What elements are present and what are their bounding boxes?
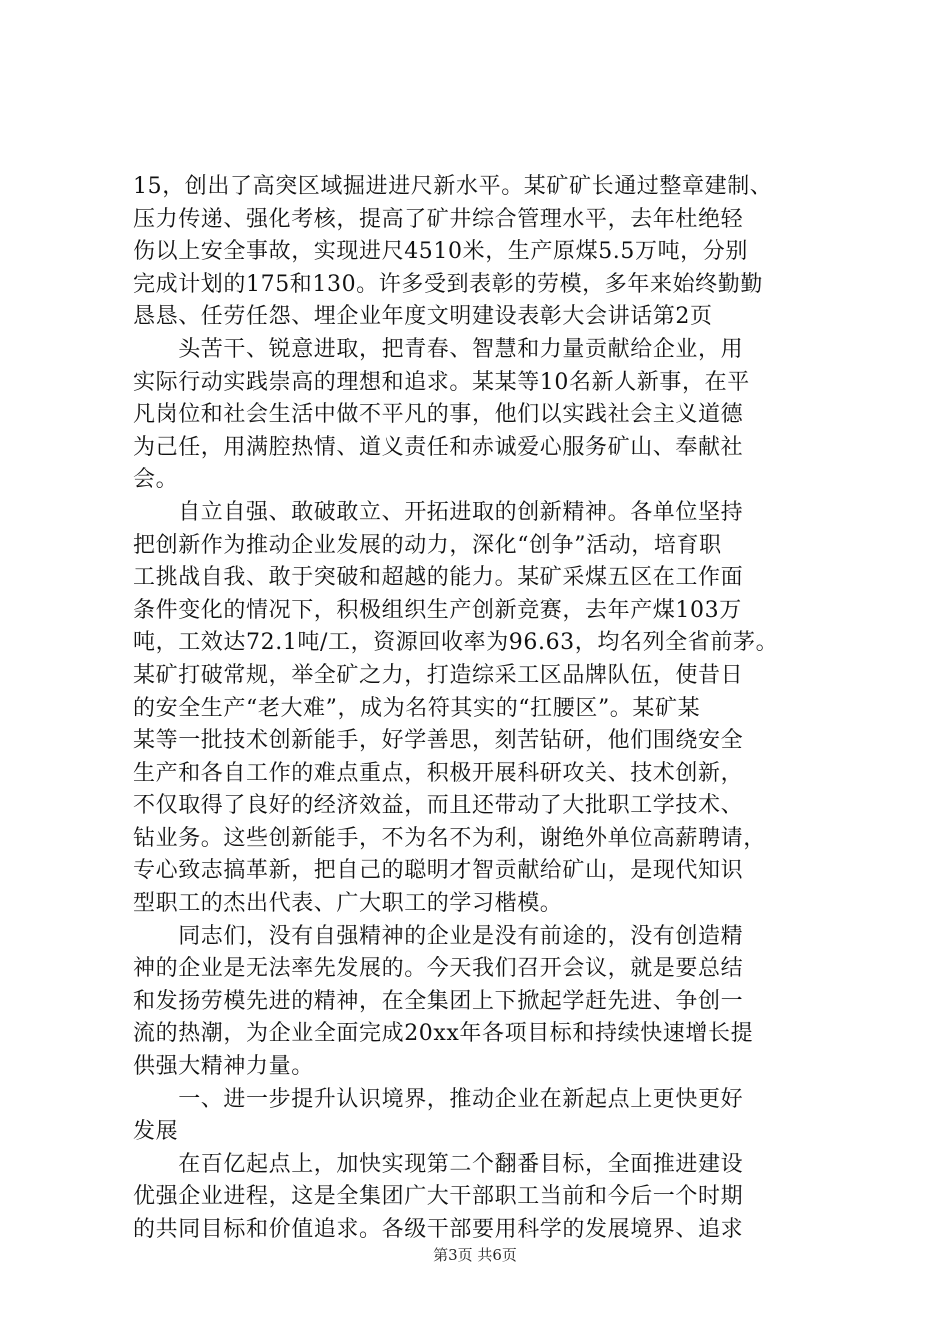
text-line: 伤以上安全事故，实现进尺4510米，生产原煤5.5万吨，分别 (133, 239, 748, 265)
text-line: 流的热潮，为企业全面完成20xx年各项目标和持续快速增长提 (133, 1021, 754, 1047)
text-line: 自立自强、敢破敢立、开拓进取的创新精神。各单位坚持 (133, 499, 744, 525)
text-line: 神的企业是无法率先发展的。今天我们召开会议，就是要总结 (133, 956, 744, 982)
text-line: 不仅取得了良好的经济效益，而且还带动了大批职工学技术、 (133, 793, 744, 819)
text-line: 同志们，没有自强精神的企业是没有前途的，没有创造精 (133, 923, 744, 949)
text-line: 和发扬劳模先进的精神，在全集团上下掀起学赶先进、争创一 (133, 988, 744, 1014)
text-line: 工挑战自我、敢于突破和超越的能力。某矿采煤五区在工作面 (133, 565, 744, 591)
text-line: 把创新作为推动企业发展的动力，深化“创争”活动，培育职 (133, 532, 722, 558)
text-line: 吨，工效达72.1吨/工，资源回收率为96.63，均名列全省前茅。 (133, 630, 779, 656)
text-line: 型职工的杰出代表、广大职工的学习楷模。 (133, 891, 563, 917)
text-line: 优强企业进程，这是全集团广大干部职工当前和今后一个时期 (133, 1184, 744, 1210)
text-line: 为己任，用满腔热情、道义责任和赤诚爱心服务矿山、奉献社 (133, 434, 744, 460)
text-line: 的安全生产“老大难”，成为名符其实的“扛腰区”。某矿某 (133, 695, 701, 721)
text-line: 钻业务。这些创新能手，不为名不为利，谢绝外单位高薪聘请， (133, 825, 766, 851)
text-line: 在百亿起点上，加快实现第二个翻番目标，全面推进建设 (133, 1151, 744, 1177)
text-line: 条件变化的情况下，积极组织生产创新竞赛，去年产煤103万 (133, 597, 742, 623)
text-line: 一、进一步提升认识境界，推动企业在新起点上更快更好 (133, 1086, 744, 1112)
text-line: 会。 (133, 467, 179, 493)
text-line: 头苦干、锐意进取，把青春、智慧和力量贡献给企业，用 (133, 336, 744, 362)
text-line: 某矿打破常规，举全矿之力，打造综采工区品牌队伍，使昔日 (133, 662, 744, 688)
text-line: 专心致志搞革新，把自己的聪明才智贡献给矿山，是现代知识 (133, 858, 744, 884)
document-body (133, 171, 833, 1247)
page-number-footer: 第3页 共6页 (433, 1246, 517, 1264)
text-line: 供强大精神力量。 (133, 1054, 314, 1080)
text-line: 压力传递、强化考核，提高了矿井综合管理水平，去年杜绝轻 (133, 206, 744, 232)
text-line: 发展 (133, 1119, 179, 1145)
text-line: 实际行动实践崇高的理想和追求。某某等10名新人新事，在平 (133, 369, 750, 395)
text-line: 生产和各自工作的难点重点，积极开展科研攻关、技术创新， (133, 760, 744, 786)
text-line: 某等一批技术创新能手，好学善思，刻苦钻研，他们围绕安全 (133, 728, 744, 754)
text-line: 凡岗位和社会生活中做不平凡的事，他们以实践社会主义道德 (133, 402, 744, 428)
text-line: 完成计划的175和130。许多受到表彰的劳模，多年来始终勤勤 (133, 271, 763, 297)
text-line: 的共同目标和价值追求。各级干部要用科学的发展境界、追求 (133, 1217, 744, 1242)
text-line: 恳恳、任劳任怨、埋企业年度文明建设表彰大会讲话第2页 (133, 304, 713, 330)
text-line: 15，创出了高突区域掘进进尺新水平。某矿矿长通过整章建制、 (133, 174, 773, 199)
